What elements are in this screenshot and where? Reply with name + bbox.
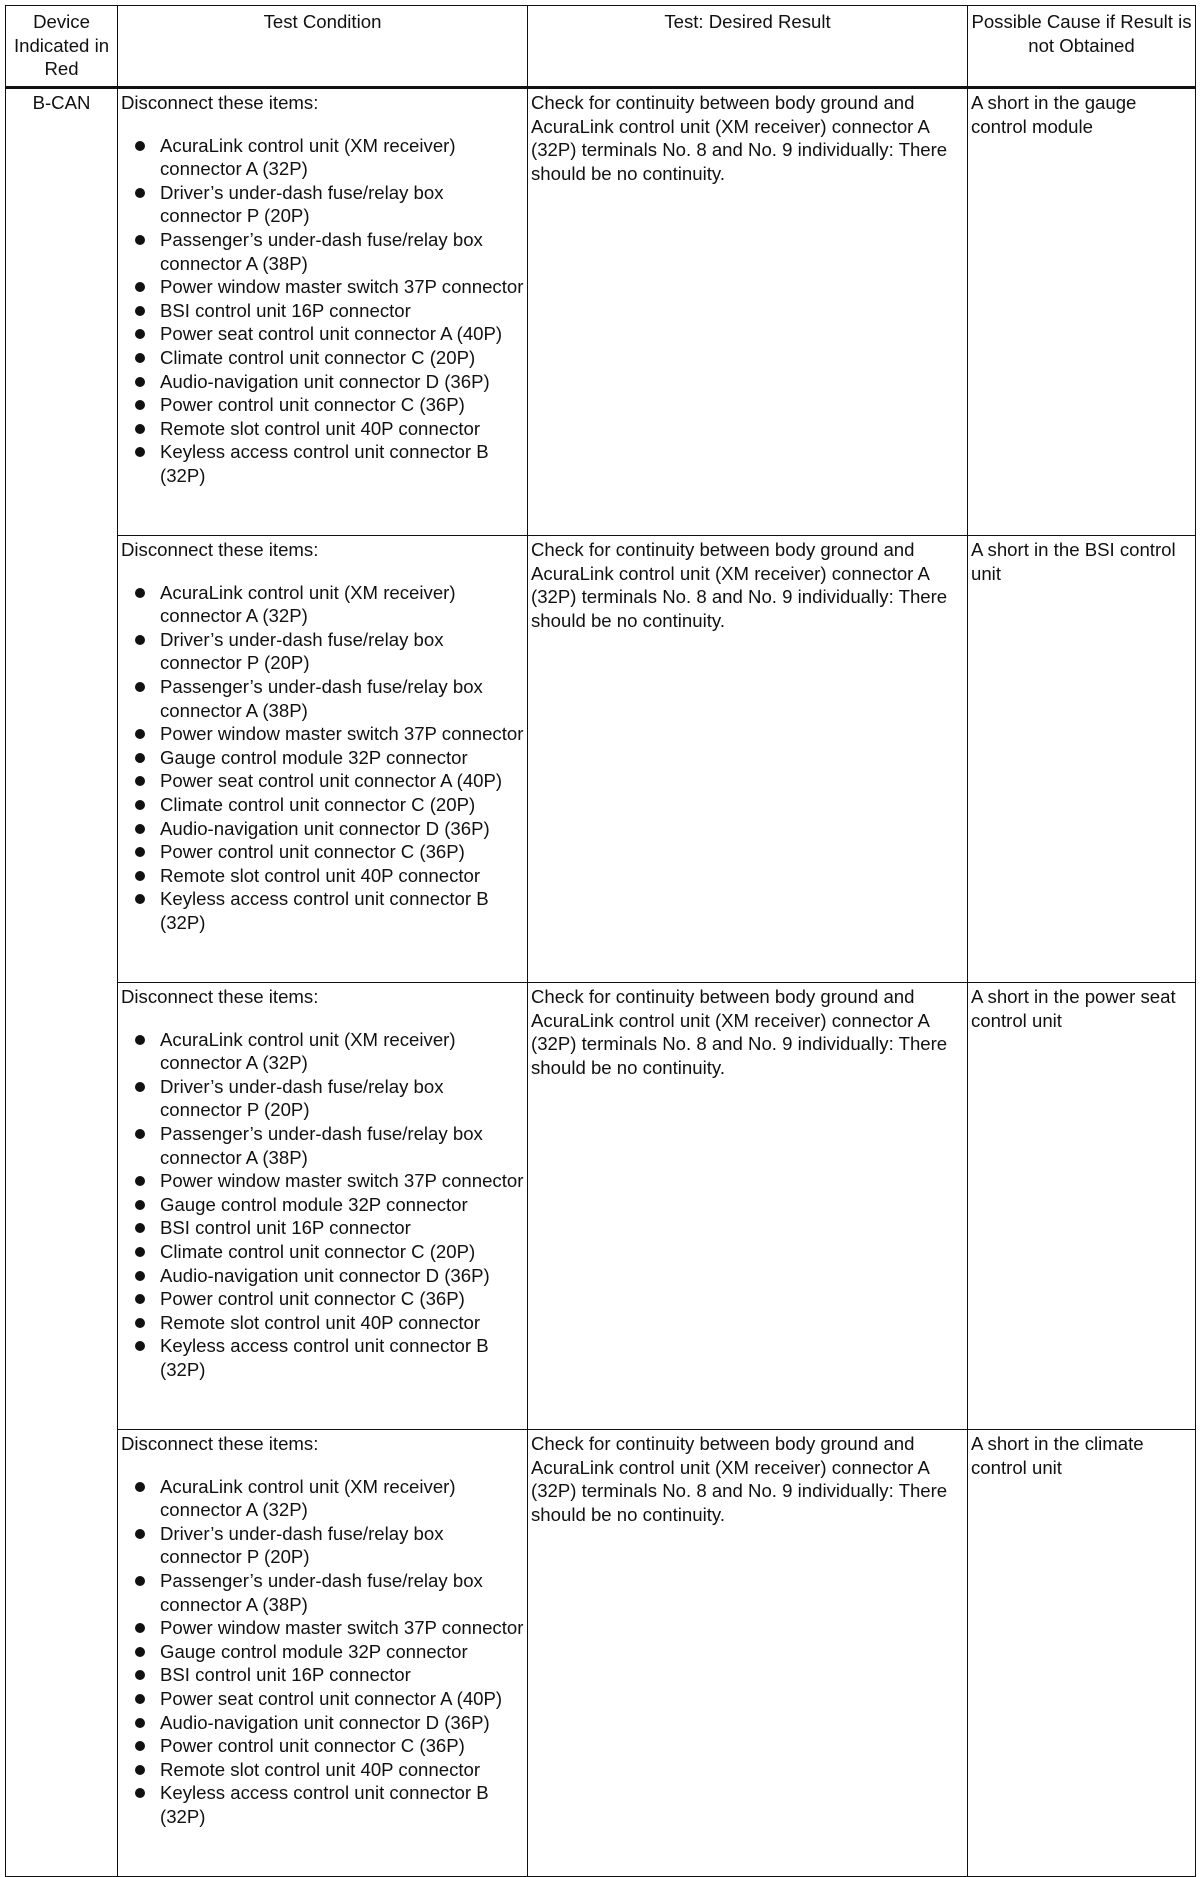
list-item-label: Driver’s under-dash fuse/relay box connector P (20P) (160, 628, 444, 674)
bullet-icon (135, 1765, 145, 1775)
troubleshooting-sheet (5, 5, 1195, 1869)
list-item-label: Keyless access control unit connector B (32P) (160, 888, 489, 933)
list-item (121, 1240, 524, 1264)
list-item-label: Remote slot control unit 40P connector (160, 417, 481, 439)
list-item (121, 864, 524, 888)
bullet-icon (135, 776, 145, 786)
bullet-icon (135, 1271, 145, 1281)
bullet-icon (135, 1741, 145, 1751)
list-item (121, 181, 524, 228)
table-header (6, 6, 1196, 88)
bullet-icon (135, 1788, 145, 1798)
list-item (121, 393, 524, 417)
list-item (121, 1758, 524, 1782)
list-item-label: Audio-navigation unit connector D (36P) (160, 1264, 490, 1286)
list-item-label: Driver’s under-dash fuse/relay box connector P (20P) (160, 181, 444, 227)
list-item (121, 1334, 524, 1381)
possible-cause-cell: A short in the BSI control unit (968, 536, 1196, 983)
list-item (121, 793, 524, 817)
list-item (121, 440, 524, 487)
list-item (121, 1734, 524, 1758)
list-item (121, 675, 524, 722)
list-item-label: Passenger’s under-dash fuse/relay box connector A (38P) (160, 228, 483, 274)
list-item-label: Power window master switch 37P connector (160, 276, 524, 298)
bullet-icon (135, 141, 145, 151)
bullet-icon (135, 1529, 145, 1539)
list-item-label: Power control unit connector C (36P) (160, 1288, 465, 1310)
bullet-icon (135, 1670, 145, 1680)
header-possible-cause: Possible Cause if Result is not Obtained (968, 6, 1196, 88)
bullet-icon (135, 1576, 145, 1586)
list-item (121, 1687, 524, 1711)
possible-cause-cell: A short in the power seat control unit (968, 983, 1196, 1430)
bullet-icon (135, 424, 145, 434)
list-item (121, 346, 524, 370)
list-item-label: Power window master switch 37P connector (160, 723, 524, 745)
header-desired-result: Test: Desired Result (528, 6, 968, 88)
list-item-label: Audio-navigation unit connector D (36P) (160, 1711, 490, 1733)
list-item-label: BSI control unit 16P connector (160, 299, 411, 321)
header-device: Device Indicated in Red (6, 6, 118, 88)
list-item-label: Keyless access control unit connector B (32P) (160, 441, 489, 486)
bullet-icon (135, 1647, 145, 1657)
diagnostic-table (5, 5, 1196, 1877)
bullet-icon (135, 235, 145, 245)
list-item (121, 1193, 524, 1217)
bullet-icon (135, 729, 145, 739)
list-item-label: AcuraLink control unit (XM receiver) connector A (32P) (160, 134, 456, 180)
bullet-icon (135, 1294, 145, 1304)
list-item-label: Gauge control module 32P connector (160, 1640, 468, 1662)
list-item-label: Keyless access control unit connector B (32P) (160, 1782, 489, 1827)
disconnect-list (121, 1028, 524, 1382)
list-item (121, 1216, 524, 1240)
list-item-label: Passenger’s under-dash fuse/relay box connector A (38P) (160, 1569, 483, 1615)
bullet-icon (135, 282, 145, 292)
bullet-icon (135, 871, 145, 881)
list-item (121, 1264, 524, 1288)
bullet-icon (135, 306, 145, 316)
list-item-label: AcuraLink control unit (XM receiver) connector A (32P) (160, 1028, 456, 1074)
list-item-label: BSI control unit 16P connector (160, 1217, 411, 1239)
list-item (121, 1287, 524, 1311)
possible-cause-cell: A short in the gauge control module (968, 88, 1196, 536)
bullet-icon (135, 1718, 145, 1728)
bullet-icon (135, 1318, 145, 1328)
bullet-icon (135, 1623, 145, 1633)
bullet-icon (135, 377, 145, 387)
list-item (121, 887, 524, 934)
bullet-icon (135, 1247, 145, 1257)
list-item (121, 581, 524, 628)
bullet-icon (135, 588, 145, 598)
bullet-icon (135, 1694, 145, 1704)
list-item (121, 722, 524, 746)
list-item (121, 840, 524, 864)
header-row (6, 6, 1196, 88)
list-item (121, 769, 524, 793)
list-item (121, 628, 524, 675)
disconnect-list (121, 134, 524, 488)
list-item (121, 817, 524, 841)
bullet-icon (135, 1223, 145, 1233)
test-condition-cell (118, 1430, 528, 1877)
bullet-icon (135, 635, 145, 645)
bullet-icon (135, 1129, 145, 1139)
list-item-label: Power seat control unit connector A (40P) (160, 770, 503, 792)
bullet-icon (135, 1082, 145, 1092)
bullet-icon (135, 1482, 145, 1492)
list-item (121, 417, 524, 441)
list-item-label: Driver’s under-dash fuse/relay box connector P (20P) (160, 1522, 444, 1568)
list-item (121, 228, 524, 275)
list-item (121, 1711, 524, 1735)
list-item (121, 1075, 524, 1122)
list-item (121, 1663, 524, 1687)
disconnect-list (121, 1475, 524, 1829)
bullet-icon (135, 847, 145, 857)
list-item (121, 1122, 524, 1169)
list-item-label: BSI control unit 16P connector (160, 1664, 411, 1686)
list-item-label: Audio-navigation unit connector D (36P) (160, 817, 490, 839)
list-item-label: AcuraLink control unit (XM receiver) connector A (32P) (160, 581, 456, 627)
desired-result-cell: Check for continuity between body ground and AcuraLink control unit (XM receiver) connector A (32P) terminals No. 8 and No. 9 individually: There should be no continuity. (528, 536, 968, 983)
bullet-icon (135, 447, 145, 457)
list-item-label: Passenger’s under-dash fuse/relay box connector A (38P) (160, 1122, 483, 1168)
bullet-icon (135, 1341, 145, 1351)
desired-result-cell: Check for continuity between body ground and AcuraLink control unit (XM receiver) connector A (32P) terminals No. 8 and No. 9 individually: There should be no continuity. (528, 983, 968, 1430)
bullet-icon (135, 894, 145, 904)
bullet-icon (135, 682, 145, 692)
disconnect-list (121, 581, 524, 935)
list-item-label: Power seat control unit connector A (40P) (160, 323, 503, 345)
list-item-label: Remote slot control unit 40P connector (160, 1758, 481, 1780)
bullet-icon (135, 353, 145, 363)
list-item-label: Power control unit connector C (36P) (160, 1735, 465, 1757)
list-item-label: Passenger’s under-dash fuse/relay box connector A (38P) (160, 675, 483, 721)
list-item-label: Driver’s under-dash fuse/relay box connector P (20P) (160, 1075, 444, 1121)
table-body (6, 88, 1196, 1877)
list-item (121, 275, 524, 299)
list-item (121, 1475, 524, 1522)
test-condition-cell (118, 983, 528, 1430)
list-item (121, 1522, 524, 1569)
condition-intro: Disconnect these items: (121, 986, 319, 1007)
test-condition-cell (118, 536, 528, 983)
list-item-label: Power window master switch 37P connector (160, 1617, 524, 1639)
list-item-label: Gauge control module 32P connector (160, 1193, 468, 1215)
bullet-icon (135, 753, 145, 763)
table-row (6, 1430, 1196, 1877)
table-row (6, 88, 1196, 536)
list-item (121, 1616, 524, 1640)
table-row (6, 983, 1196, 1430)
condition-intro: Disconnect these items: (121, 539, 319, 560)
list-item (121, 1569, 524, 1616)
list-item (121, 1169, 524, 1193)
condition-intro: Disconnect these items: (121, 92, 319, 113)
list-item-label: Climate control unit connector C (20P) (160, 1240, 476, 1262)
list-item-label: AcuraLink control unit (XM receiver) connector A (32P) (160, 1475, 456, 1521)
bullet-icon (135, 1200, 145, 1210)
list-item-label: Gauge control module 32P connector (160, 746, 468, 768)
device-cell: B-CAN (6, 88, 118, 1877)
list-item (121, 1311, 524, 1335)
bullet-icon (135, 188, 145, 198)
list-item-label: Climate control unit connector C (20P) (160, 793, 476, 815)
list-item-label: Power window master switch 37P connector (160, 1170, 524, 1192)
bullet-icon (135, 1176, 145, 1186)
list-item (121, 1781, 524, 1828)
test-condition-cell (118, 88, 528, 536)
list-item-label: Power control unit connector C (36P) (160, 394, 465, 416)
table-row (6, 536, 1196, 983)
bullet-icon (135, 329, 145, 339)
bullet-icon (135, 1035, 145, 1045)
possible-cause-cell: A short in the climate control unit (968, 1430, 1196, 1877)
list-item-label: Power seat control unit connector A (40P) (160, 1687, 503, 1709)
list-item (121, 746, 524, 770)
condition-intro: Disconnect these items: (121, 1433, 319, 1454)
list-item (121, 322, 524, 346)
list-item-label: Remote slot control unit 40P connector (160, 1311, 481, 1333)
list-item-label: Remote slot control unit 40P connector (160, 864, 481, 886)
header-test-condition: Test Condition (118, 6, 528, 88)
list-item-label: Power control unit connector C (36P) (160, 841, 465, 863)
list-item (121, 370, 524, 394)
bullet-icon (135, 800, 145, 810)
bullet-icon (135, 400, 145, 410)
list-item (121, 1028, 524, 1075)
list-item (121, 1640, 524, 1664)
list-item (121, 134, 524, 181)
list-item (121, 299, 524, 323)
list-item-label: Climate control unit connector C (20P) (160, 346, 476, 368)
desired-result-cell: Check for continuity between body ground and AcuraLink control unit (XM receiver) connector A (32P) terminals No. 8 and No. 9 individually: There should be no continuity. (528, 1430, 968, 1877)
desired-result-cell: Check for continuity between body ground and AcuraLink control unit (XM receiver) connector A (32P) terminals No. 8 and No. 9 individually: There should be no continuity. (528, 88, 968, 536)
bullet-icon (135, 824, 145, 834)
list-item-label: Audio-navigation unit connector D (36P) (160, 370, 490, 392)
list-item-label: Keyless access control unit connector B (32P) (160, 1335, 489, 1380)
